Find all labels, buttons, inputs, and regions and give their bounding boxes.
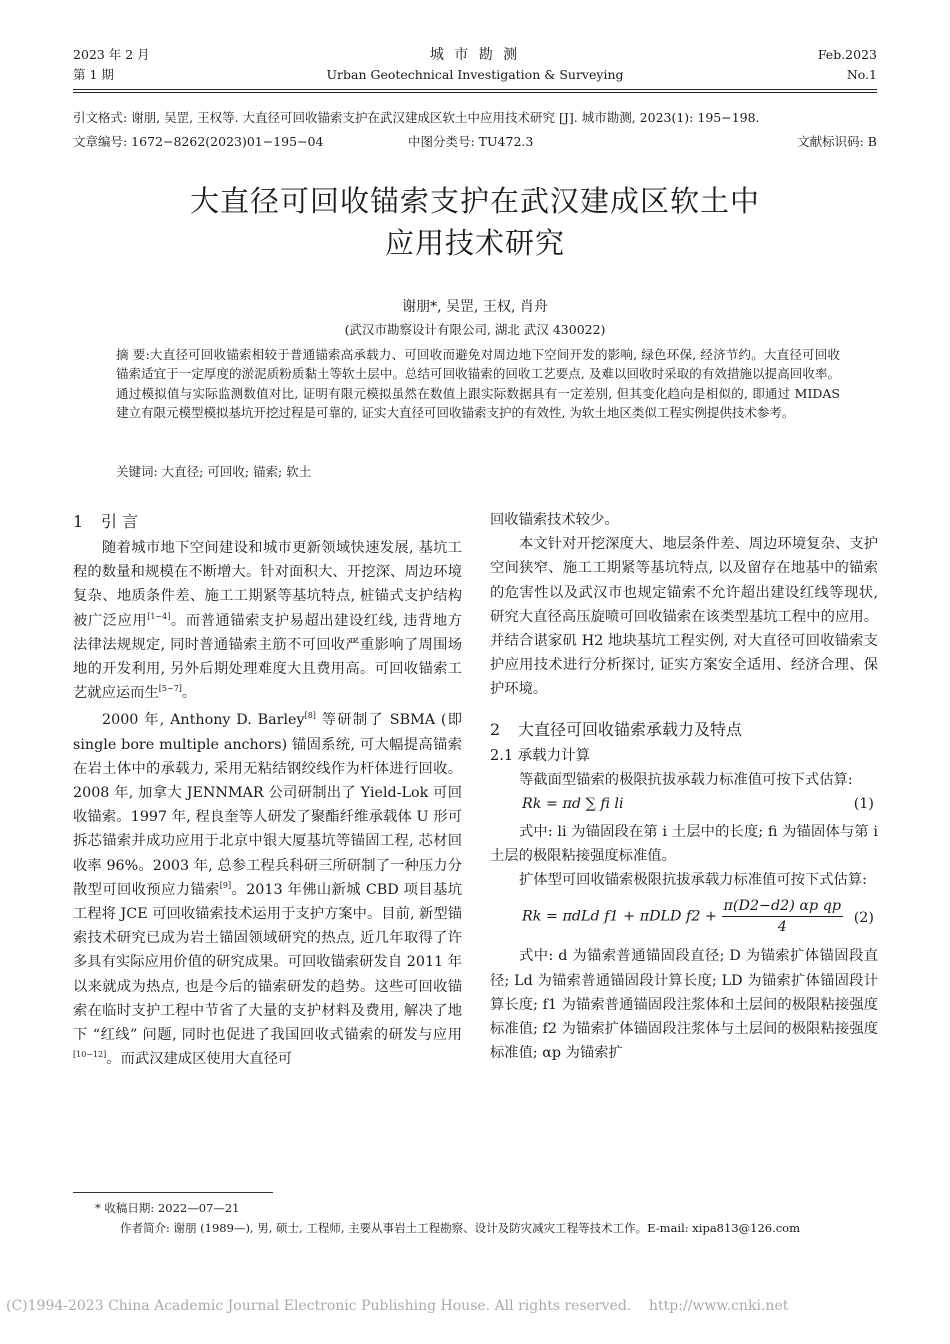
paragraph-continued: 回收锚索技术较少。 xyxy=(490,512,619,528)
paragraph-eq2-notation: 式中: d 为锚索普通锚固段直径; D 为锚索扩体锚固段直径; Ld 为锚索普通锚固段计算长度; LD 为锚索扩体锚固段计算长度; f1 为锚索普通锚固段注浆体和土层间的极限粘接强度标准值; f2 为锚索扩体锚固段注浆体与土层间的极限粘接强度标准值; αp 为锚索扩 xyxy=(490,948,878,1062)
section-1-title: 引 言 xyxy=(101,512,139,531)
left-column xyxy=(73,508,462,1071)
paragraph-history xyxy=(73,708,462,1071)
section-2-number: 2 xyxy=(490,719,501,739)
paragraph-intro-text-2: 。而普通锚索支护易超出建设红线, 违背地方法律法规规定, 同时普通锚索主筋不可回收严重影响了周围场地的开发利用, 另外后期处理难度大且费用高。可回收锚索工艺就应运而生 xyxy=(73,612,462,702)
section-1-number: 1 xyxy=(73,512,84,531)
equation-2-numerator: π(D2−d2) αp qp xyxy=(722,896,844,917)
header-date: Feb.2023 xyxy=(817,47,877,62)
footnote-rule xyxy=(73,1192,273,1193)
right-column xyxy=(490,508,878,1065)
affiliation: (武汉市勘察设计有限公司, 湖北 武汉 430022) xyxy=(344,322,606,337)
paragraph-eq1-intro: 等截面型锚索的极限抗拔承载力标准值可按下式估算: xyxy=(519,771,853,788)
journal-title-cn: 城 市 勘 测 xyxy=(429,47,521,63)
paper-title-line1: 大直径可回收锚索支护在武汉建成区软土中 xyxy=(189,184,760,218)
paragraph-history-text-4: 。而武汉建成区使用大直径可 xyxy=(106,1051,293,1068)
paragraph-eq1-notation: 式中: li 为锚固段在第 i 土层中的长度; fi 为锚固体与第 i 土层的极限粘接强度标准值。 xyxy=(490,823,878,865)
section-2-title: 大直径可回收锚索承载力及特点 xyxy=(518,719,743,739)
abstract-text: 大直径可回收锚索相较于普通锚索高承载力、可回收而避免对周边地下空间开发的影响, 绿色环保, 经济节约。大直径可回收锚索适宜于一定厚度的淤泥质粉质黏土等软土层中。总结可回收锚索的回收工艺要点, 及难以回收时采取的有效措施以提高回收率。通过模拟值与实际监测数值对比, 证明有限元模拟虽然在数值上跟实际数据具有一定差别, 但其变化趋向是相似的, 即通过 MIDAS 建立有限元模型模拟基坑开挖过程是可靠的, 证实大直径可回收锚索支护的有效性, 为软土地区类似工程实例提供技术参考。 xyxy=(116,347,840,421)
paragraph-intro-text: 随着城市地下空间建设和城市更新领域快速发展, 基坑工程的数量和规模在不断增大。针对面积大、开挖深、周边环境复杂、地质条件差、施工工期紧等基坑特点, 桩锚式支护结构被广泛应用 xyxy=(73,540,462,629)
paragraph-history-text-2: 等研制了 SBMA (即 single bore multiple anchors) 锚固系统, 可大幅提高锚索在岩土体中的承载力, 采用无粘结钢绞线作为杆体进行回收。2008 年, 加拿大 JENNMAR 公司研制出了 Yield-Lok 可回收锚索。1997 年, 程良奎等人研发了聚酯纤维承载体 U 形可拆芯锚索并成功应用于北京中银大厦基坑等锚固工程, 芯材回收率 96%。2003 年, 总参工程兵科研三所研制了一种压力分散型可回收预应力锚索 xyxy=(73,712,462,898)
authors: 谢朋*, 吴罡, 王权, 肖舟 xyxy=(402,299,548,315)
header-rule xyxy=(73,89,877,90)
header-number: No.1 xyxy=(846,67,877,82)
citation-ref: [9] xyxy=(219,881,232,891)
header-rule-2 xyxy=(73,92,877,93)
equation-2-number: (2) xyxy=(853,910,874,927)
header-issue: 第 1 期 xyxy=(73,67,114,82)
equation-2-fraction xyxy=(722,896,844,937)
abstract-label: 摘 要: xyxy=(116,347,150,362)
section-2-heading xyxy=(490,716,878,744)
equation-2-lhs: Rk = πdLd f1 + πDLD f2 + xyxy=(522,908,717,925)
keywords: 关键词: 大直径; 可回收; 锚索; 软土 xyxy=(116,464,312,479)
citation-ref: [5~7] xyxy=(158,684,182,694)
paragraph-scope: 本文针对开挖深度大、地层条件差、周边环境复杂、支护空间狭窄、施工工期紧等基坑特点, 以及留存在地基中的锚索的危害性以及武汉市也规定锚索不允许超出建设红线等现状, 研究大直径高压旋喷可回收锚索在该类型基坑工程中的应用。并结合谌家矶 H2 地块基坑工程实例, 对大直径可回收锚索支护应用技术进行分析探讨, 证实方案安全适用、经济合理、保护环境。 xyxy=(490,536,878,698)
cnki-footer: (C)1994-2023 China Academic Journal Electronic Publishing House. All rights reserved. http://www.cnki.net xyxy=(6,1298,789,1314)
article-number: 文章编号: 1672−8262(2023)01−195−04 xyxy=(73,134,324,149)
clc-number: 中图分类号: TU472.3 xyxy=(408,134,534,149)
equation-1 xyxy=(490,792,878,820)
paper-title-line2: 应用技术研究 xyxy=(384,226,565,260)
equation-1-number: (1) xyxy=(853,795,874,812)
citation-ref: [1~4] xyxy=(147,611,171,621)
equation-1-body: Rk = πd ∑ fi li xyxy=(522,795,624,812)
header-year: 2023 年 2 月 xyxy=(73,47,150,62)
footnote-received: * 收稿日期: 2022—07—21 xyxy=(95,1201,240,1215)
citation-format: 引文格式: 谢朋, 吴罡, 王权等. 大直径可回收锚索支护在武汉建成区软土中应用技术研究 [J]. 城市勘测, 2023(1): 195−198. xyxy=(73,110,760,125)
citation-ref: [10−12] xyxy=(73,1050,107,1060)
paragraph-history-text-3: 。2013 年佛山新城 CBD 项目基坑工程将 JCE 可回收锚索技术运用于支护方案中。目前, 新型锚索技术研究已成为岩土锚固领域研究的热点, 近几年取得了许多具有实际应用价值的研究成果。可回收锚索研发自 2011 年以来就成为热点, 也是今后的锚索研发的趋势。这些可回收锚索在临时支护工程中节省了大量的支护材料及费用, 解决了地下 “红线” 问题, 同时也促进了我国回收式锚索的研发与应用 xyxy=(73,881,462,1044)
equation-2 xyxy=(490,894,878,944)
abstract xyxy=(116,345,840,423)
paragraph-intro xyxy=(73,536,462,705)
footnote-author-bio: 作者简介: 谢朋 (1989—), 男, 硕士, 工程师, 主要从事岩土工程勘察、设计及防灾减灾工程等技术工作。E-mail: xipa813@126.com xyxy=(120,1221,801,1235)
paragraph-intro-end: 。 xyxy=(181,685,197,702)
section-1-heading xyxy=(73,508,462,536)
citation-ref: [8] xyxy=(304,711,316,721)
document-code: 文献标识码: B xyxy=(797,134,877,149)
equation-2-denominator: 4 xyxy=(777,919,787,936)
paragraph-history-text: 2000 年, Anthony D. Barley xyxy=(102,712,305,729)
journal-title-en: Urban Geotechnical Investigation & Surveying xyxy=(326,67,624,82)
section-2-1-heading: 2.1 承载力计算 xyxy=(490,747,591,764)
paragraph-eq2-intro: 扩体型可回收锚索极限抗拔承载力标准值可按下式估算: xyxy=(519,872,867,889)
